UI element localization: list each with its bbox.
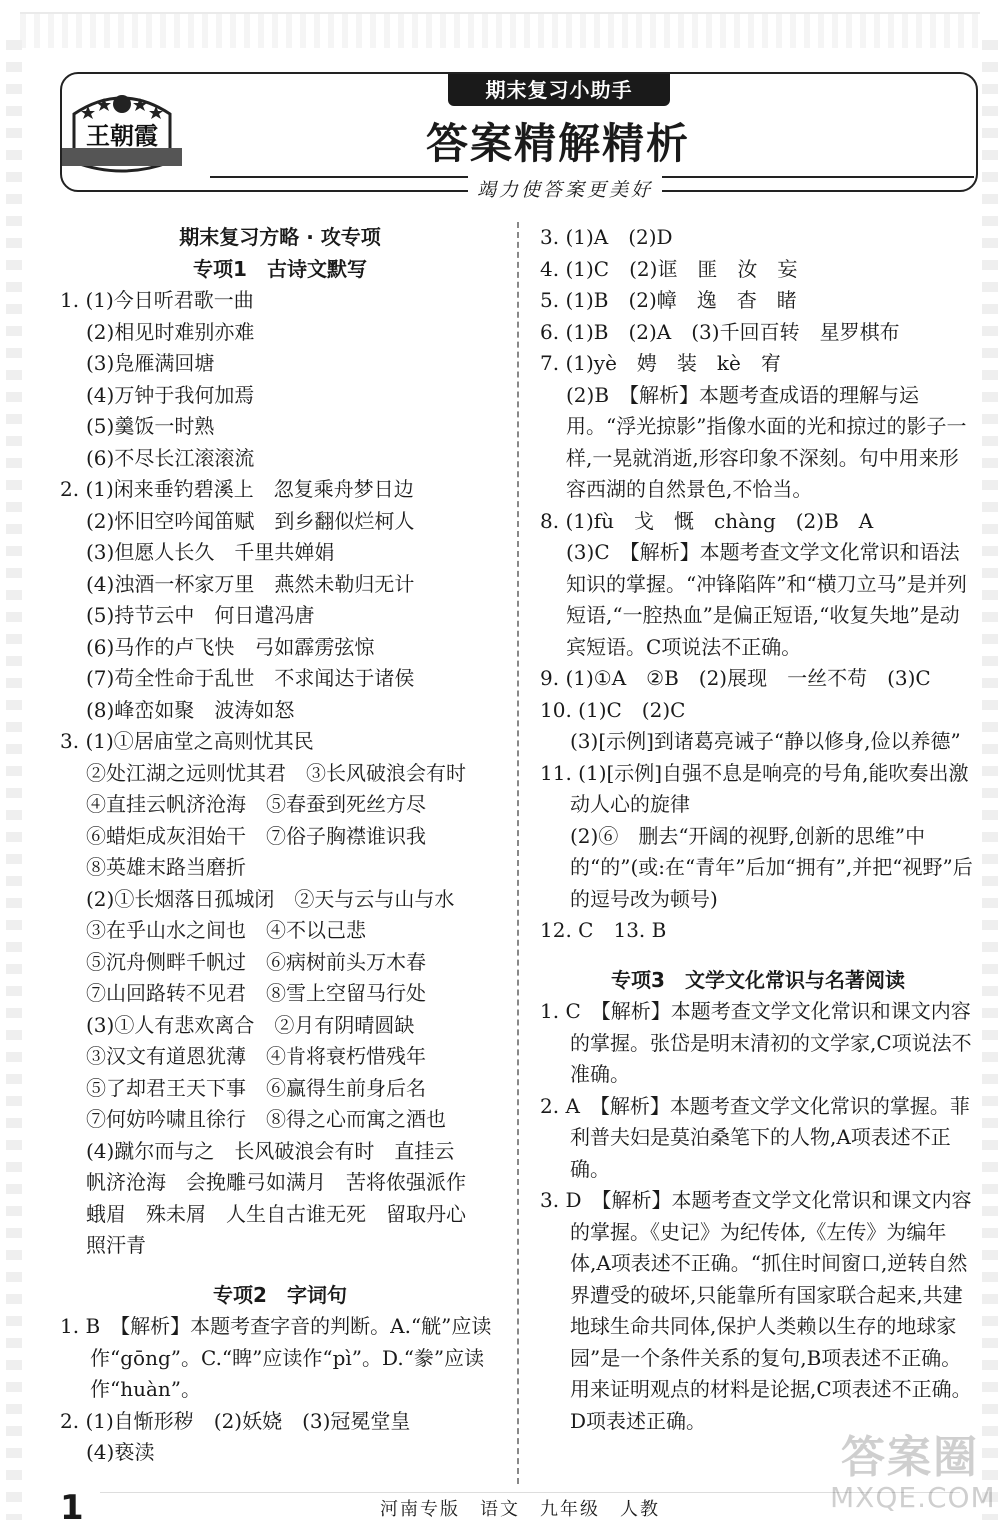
answer-line: (7)苟全性命于乱世 不求闻达于诸侯: [86, 666, 415, 690]
answer-line: 7. (1)yè 娉 装 kè 宥: [540, 351, 781, 375]
answer-line: (5)羹饭一时熟: [86, 414, 215, 438]
answer-line: 蛾眉 殊未屑 人生自古谁无死 留取丹心: [86, 1201, 466, 1226]
answer-paragraph: 2. A 【解析】本题考查文学文化常识的掌握。菲利普夫妇是莫泊桑笔下的人物,A项表述不正确。: [540, 1093, 970, 1181]
watermark-logo: [830, 1432, 996, 1526]
answer-line: ⑧英雄末路当磨折: [86, 855, 246, 879]
answer-line: (3)但愿人长久 千里共婵娟: [86, 540, 335, 564]
right-decoration: [982, 40, 998, 1520]
logo-icon: [62, 84, 182, 184]
section-title: 期末复习方略 · 攻专项: [179, 225, 381, 249]
answer-line: 3. (1)A (2)D: [540, 225, 673, 249]
answer-line: (2)①长烟落日孤城闭 ②天与云与山与水: [86, 886, 455, 911]
answer-line: 9. (1)①A ②B (2)展现 一丝不苟 (3)C: [540, 666, 931, 690]
answer-line: ⑦山回路转不见君 ⑧雪上空留马行处: [86, 981, 426, 1005]
answer-line: (6)不尽长江滚滚流: [86, 445, 255, 470]
slogan: 竭力使答案更美好: [468, 176, 662, 204]
logo-text: 王朝霞: [86, 121, 158, 150]
answer-paragraph: 11. (1)[示例]自强不息是响亮的号角,能吹奏出激动人心的旋律: [540, 760, 969, 816]
answer-paragraph: 1. B 【解析】本题考查字音的判断。A.“觥”应读作“gōng”。C.“睥”应读作“pì”。D.“豢”应读作“huàn”。: [60, 1314, 492, 1401]
right-column: [540, 222, 976, 1437]
answer-line: (2)怀旧空吟闻笛赋 到乡翻似烂柯人: [86, 508, 415, 533]
answer-line: 2. (1)自惭形秽 (2)妖娆 (3)冠冕堂皇: [60, 1408, 411, 1433]
watermark-text: 答案圈: [841, 1432, 979, 1483]
answer-line: 10. (1)C (2)C: [540, 697, 686, 722]
answer-line: (3)凫雁满回塘: [86, 351, 215, 375]
answer-line: 5. (1)B (2)幛 逸 杳 睹: [540, 288, 797, 312]
answer-line: (2)相见时难别亦难: [86, 319, 255, 344]
answer-paragraph: (2)⑥ 删去“开阔的视野,创新的思维”中的“的”(或:在“青年”后加“拥有”,并把“视野”后的逗号改为顿号): [570, 823, 973, 911]
answer-line: ③汉文有道恩犹薄 ④肯将衰朽惜残年: [86, 1044, 426, 1068]
answer-line: 8. (1)fù 戈 慨 chàng (2)B A: [540, 508, 874, 533]
answer-paragraph: (3)[示例]到诸葛亮诫子“静以修身,俭以养德”: [570, 729, 961, 753]
answer-paragraph: (2)B 【解析】本题考查成语的理解与运用。“浮光掠影”指像水面的光和掠过的影子一样,一晃就消逝,形容印象不深刻。句中用来形容西湖的自然景色,不恰当。: [566, 382, 967, 501]
answer-paragraph: (3)C 【解析】本题考查文学文化常识和语法知识的掌握。“冲锋陷阵”和“横刀立马”是并列短语,“一腔热血”是偏正短语,“收复失地”是动宾短语。C项说法不正确。: [566, 540, 967, 659]
answer-line: ⑦何妨吟啸且徐行 ⑧得之心而寓之酒也: [86, 1107, 446, 1131]
answer-line: 6. (1)B (2)A (3)千回百转 星罗棋布: [540, 319, 900, 344]
answer-line: (4)浊酒一杯家万里 燕然未勒归无计: [86, 571, 415, 596]
answer-line: 1. (1)今日听君歌一曲: [60, 288, 254, 312]
answer-line: ⑤了却君王天下事 ⑥赢得生前身后名: [86, 1075, 426, 1100]
topic-title-1: 专项1 古诗文默写: [193, 256, 367, 281]
answer-line: (4)亵渎: [86, 1440, 155, 1464]
header-tab: 期末复习小助手: [448, 74, 670, 106]
answer-line: ⑤沉舟侧畔千帆过 ⑥病树前头万木春: [86, 949, 426, 974]
answer-paragraph: 1. C 【解析】本题考查文学文化常识和课文内容的掌握。张岱是明末清初的文学家,C项说法不准确。: [540, 999, 972, 1086]
page-number: 1: [60, 1488, 84, 1528]
left-column: [60, 222, 500, 1469]
answer-line: (4)蹴尔而与之 长风破浪会有时 直挂云: [86, 1138, 455, 1163]
answer-line: (4)万钟于我何加焉: [86, 382, 255, 407]
answer-line: ④直挂云帆济沧海 ⑤春蚕到死丝方尽: [86, 792, 426, 816]
left-decoration: [6, 40, 22, 1520]
topic-title-3: 专项3 文学文化常识与名著阅读: [611, 967, 905, 992]
answer-line: (8)峰峦如聚 波涛如怒: [86, 697, 295, 722]
page-title: 答案精解精析: [425, 119, 690, 168]
answer-line: 3. (1)①居庙堂之高则忧其民: [60, 729, 314, 753]
answer-line: 2. (1)闲来垂钓碧溪上 忽复乘舟梦日边: [60, 477, 414, 501]
answer-line: (5)持节云中 何日遣冯唐: [86, 603, 315, 627]
column-divider: [517, 222, 519, 1484]
answer-line: 4. (1)C (2)诓 匪 汝 妄: [540, 256, 798, 281]
answer-line: 帆济沧海 会挽雕弓如满月 苦将侬强派作: [86, 1170, 466, 1194]
footer-info: 河南专版 语文 九年级 人教: [380, 1499, 660, 1520]
answer-paragraph: 3. D 【解析】本题考查文学文化常识和课文内容的掌握。《史记》为纪传体,《左传》为编年体,A项表述不正确。“抓住时间窗口,逆转自然界遭受的破坏,只能靠所有国家联合起来,共建地球生命共同体,保护人类赖以生存的地球家园”是一个条件关系的复句,B项表述不正确。用来证明观点的材料是论据,C项表述不正确。D项表述正确。: [540, 1188, 972, 1433]
answer-line: ③在乎山水之间也 ④不以己悲: [86, 918, 366, 942]
answer-line: (3)①人有悲欢离合 ②月有阴晴圆缺: [86, 1012, 415, 1037]
answer-line: ②处江湖之远则忧其君 ③长风破浪会有时: [86, 760, 466, 785]
answer-line: 照汗青: [86, 1233, 146, 1257]
top-decoration: [20, 12, 980, 48]
answer-line: ⑥蜡炬成灰泪始干 ⑦俗子胸襟谁识我: [86, 823, 426, 848]
topic-title-2: 专项2 字词句: [213, 1282, 347, 1307]
answer-line: (6)马作的卢飞快 弓如霹雳弦惊: [86, 634, 375, 659]
watermark-domain: MXQE.COM: [830, 1481, 996, 1514]
answer-line: 12. C 13. B: [540, 918, 667, 942]
